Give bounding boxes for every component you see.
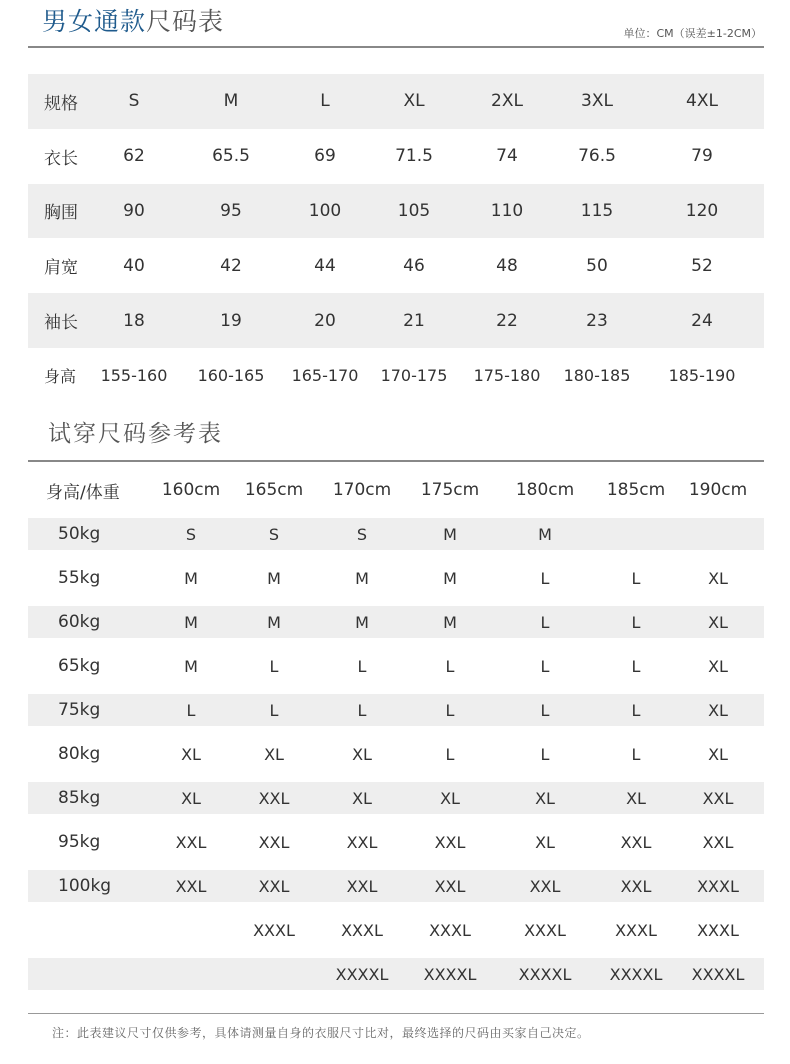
table-row — [28, 902, 764, 958]
table-cell: M — [355, 568, 369, 588]
table-cell: M — [267, 568, 281, 588]
row-label: 身高 — [44, 366, 77, 386]
page-title-rest: 尺码表 — [146, 7, 225, 36]
table-cell: XL — [410, 782, 490, 814]
table-cell: L — [357, 656, 367, 676]
table-cell: 22 — [460, 293, 554, 348]
table-cell: S — [314, 518, 410, 550]
fit-chart-title: 试穿尺码参考表 — [48, 421, 223, 447]
row-label: 100kg — [28, 870, 148, 902]
table-cell: L — [314, 694, 410, 726]
table-cell: S — [88, 74, 180, 129]
table-cell: 21 — [368, 293, 460, 348]
table-row — [28, 694, 764, 726]
table-cell: 95 — [180, 184, 282, 239]
table-cell: 175-180 — [473, 365, 541, 385]
table-cell: XL — [600, 782, 672, 814]
table-cell: 62 — [123, 146, 145, 167]
row-label: 胸围 — [28, 184, 88, 239]
table-row — [28, 870, 764, 902]
table-cell: XXL — [490, 870, 600, 902]
table-cell: XL — [314, 782, 410, 814]
table-cell: M — [314, 606, 410, 638]
table-cell: 2XL — [460, 74, 554, 129]
table-row — [28, 518, 764, 550]
table-cell: L — [631, 568, 641, 588]
table-cell: L — [490, 694, 600, 726]
table-cell: XXL — [434, 832, 466, 852]
header-label: 身高/体重 — [46, 482, 120, 503]
table-cell: XXXL — [697, 920, 739, 940]
table-cell: 90 — [88, 184, 180, 239]
table-row — [28, 958, 764, 990]
table-cell: L — [600, 606, 672, 638]
table-row — [28, 293, 764, 348]
table-cell: XL — [708, 656, 728, 676]
column-header: 185cm — [606, 480, 666, 500]
table-cell: XXL — [234, 782, 314, 814]
table-cell: 46 — [403, 255, 425, 276]
row-label — [28, 902, 148, 958]
row-label: 95kg — [58, 832, 101, 852]
table-header-row — [28, 462, 764, 518]
size-chart-table — [28, 74, 764, 403]
table-cell: L — [445, 656, 455, 676]
row-label: 衣长 — [44, 148, 78, 169]
table-cell — [148, 902, 234, 958]
table-cell: XXXL — [341, 920, 383, 940]
row-label: 规格 — [28, 74, 88, 129]
table-cell: L — [631, 744, 641, 764]
table-cell: M — [490, 518, 600, 550]
table-row — [28, 814, 764, 870]
row-label: 50kg — [28, 518, 148, 550]
table-cell: S — [148, 518, 234, 550]
row-label: 55kg — [58, 568, 101, 588]
table-cell: 155-160 — [100, 365, 168, 385]
column-header: 165cm — [244, 480, 304, 500]
table-cell: XL — [352, 744, 372, 764]
table-cell: XXXL — [672, 870, 764, 902]
table-cell: 40 — [123, 255, 145, 276]
table-cell: XXL — [314, 870, 410, 902]
table-row — [28, 184, 764, 239]
table-cell: M — [443, 568, 457, 588]
table-cell: M — [180, 74, 282, 129]
table-cell: XXL — [346, 832, 378, 852]
table-cell: XXXL — [429, 920, 471, 940]
table-cell: L — [631, 656, 641, 676]
footer-note: 注：此表建议尺寸仅供参考，具体请测量自身的衣服尺寸比对，最终选择的尺码由买家自己决定。 — [52, 1026, 590, 1040]
table-row — [28, 74, 764, 129]
row-label: 75kg — [28, 694, 148, 726]
table-cell: XXXL — [524, 920, 566, 940]
table-cell: XXL — [234, 870, 314, 902]
fit-chart-table — [28, 462, 764, 990]
table-cell: XL — [708, 744, 728, 764]
page-title — [42, 2, 224, 42]
table-cell: 185-190 — [668, 365, 736, 385]
table-row — [28, 726, 764, 782]
table-cell: XXL — [702, 832, 734, 852]
table-cell: 48 — [496, 255, 518, 276]
table-row — [28, 129, 764, 184]
table-cell: 74 — [496, 146, 518, 167]
table-cell: L — [600, 694, 672, 726]
table-row — [28, 782, 764, 814]
table-cell: XXXL — [253, 920, 295, 940]
table-cell: M — [184, 656, 198, 676]
title-divider — [28, 46, 764, 48]
table-cell: M — [234, 606, 314, 638]
table-cell: L — [490, 606, 600, 638]
table-cell: S — [234, 518, 314, 550]
table-cell: XXL — [175, 832, 207, 852]
table-cell: XXL — [620, 832, 652, 852]
table-cell: 105 — [368, 184, 460, 239]
column-header: 175cm — [420, 480, 480, 500]
table-cell: M — [184, 568, 198, 588]
table-cell: 18 — [88, 293, 180, 348]
table-cell: L — [445, 744, 455, 764]
table-cell: 100 — [282, 184, 368, 239]
row-label: 袖长 — [28, 293, 88, 348]
table-cell: 180-185 — [563, 365, 631, 385]
table-cell: XXXXL — [314, 958, 410, 990]
unit-note: 单位：CM（误差±1-2CM） — [623, 27, 762, 40]
table-cell: XXL — [148, 870, 234, 902]
table-cell: XXL — [410, 870, 490, 902]
table-cell: 110 — [460, 184, 554, 239]
table-cell: XXXL — [615, 920, 657, 940]
table-cell — [148, 958, 234, 990]
column-header: 180cm — [515, 480, 575, 500]
table-cell: XXL — [258, 832, 290, 852]
table-cell: 19 — [180, 293, 282, 348]
table-cell: L — [269, 656, 279, 676]
table-cell: XL — [672, 606, 764, 638]
table-cell — [672, 518, 764, 550]
table-cell: 3XL — [554, 74, 640, 129]
table-cell: M — [148, 606, 234, 638]
column-header: 190cm — [688, 480, 748, 500]
table-cell: 50 — [586, 255, 608, 276]
table-cell: XL — [181, 744, 201, 764]
table-cell: XL — [490, 782, 600, 814]
row-label: 肩宽 — [44, 258, 78, 279]
table-row — [28, 606, 764, 638]
table-cell: 160-165 — [197, 365, 265, 385]
table-cell: 24 — [640, 293, 764, 348]
table-cell: 44 — [314, 255, 336, 276]
table-cell: 71.5 — [395, 146, 433, 167]
table-cell: XL — [708, 568, 728, 588]
row-label: 85kg — [28, 782, 148, 814]
table-cell: XXL — [672, 782, 764, 814]
table-cell: 65.5 — [212, 146, 250, 167]
table-cell: L — [410, 694, 490, 726]
table-row — [28, 238, 764, 293]
table-cell: L — [234, 694, 314, 726]
table-cell: L — [540, 656, 550, 676]
table-cell: 79 — [691, 146, 713, 167]
table-cell: XL — [368, 74, 460, 129]
table-cell: 170-175 — [380, 365, 448, 385]
table-row — [28, 550, 764, 606]
table-cell: 115 — [554, 184, 640, 239]
table-cell: XXXXL — [600, 958, 672, 990]
table-cell: L — [148, 694, 234, 726]
table-cell: XXXXL — [410, 958, 490, 990]
table-cell: XXXXL — [490, 958, 600, 990]
table-cell: 42 — [220, 255, 242, 276]
row-label: 80kg — [58, 744, 101, 764]
footer-divider — [28, 1013, 764, 1014]
table-cell: L — [540, 744, 550, 764]
table-cell — [234, 958, 314, 990]
table-cell: 76.5 — [578, 146, 616, 167]
column-header: 170cm — [332, 480, 392, 500]
table-cell: 52 — [691, 255, 713, 276]
table-cell: 20 — [282, 293, 368, 348]
table-cell: 165-170 — [291, 365, 359, 385]
column-header: 160cm — [161, 480, 221, 500]
page-title-accent: 男女通款 — [42, 7, 147, 36]
table-cell: XL — [535, 832, 555, 852]
table-row — [28, 638, 764, 694]
row-label — [28, 958, 148, 990]
table-cell: XXL — [600, 870, 672, 902]
row-label: 60kg — [28, 606, 148, 638]
table-cell: 69 — [314, 146, 336, 167]
table-cell: 23 — [554, 293, 640, 348]
table-cell: XL — [148, 782, 234, 814]
table-cell: L — [540, 568, 550, 588]
table-cell: 120 — [640, 184, 764, 239]
table-cell: XXXXL — [672, 958, 764, 990]
row-label: 65kg — [58, 656, 101, 676]
table-cell: XL — [264, 744, 284, 764]
table-cell: M — [410, 606, 490, 638]
table-cell: 4XL — [640, 74, 764, 129]
table-cell: XL — [672, 694, 764, 726]
table-cell — [600, 518, 672, 550]
table-cell: L — [282, 74, 368, 129]
table-cell: M — [410, 518, 490, 550]
table-row — [28, 348, 764, 403]
